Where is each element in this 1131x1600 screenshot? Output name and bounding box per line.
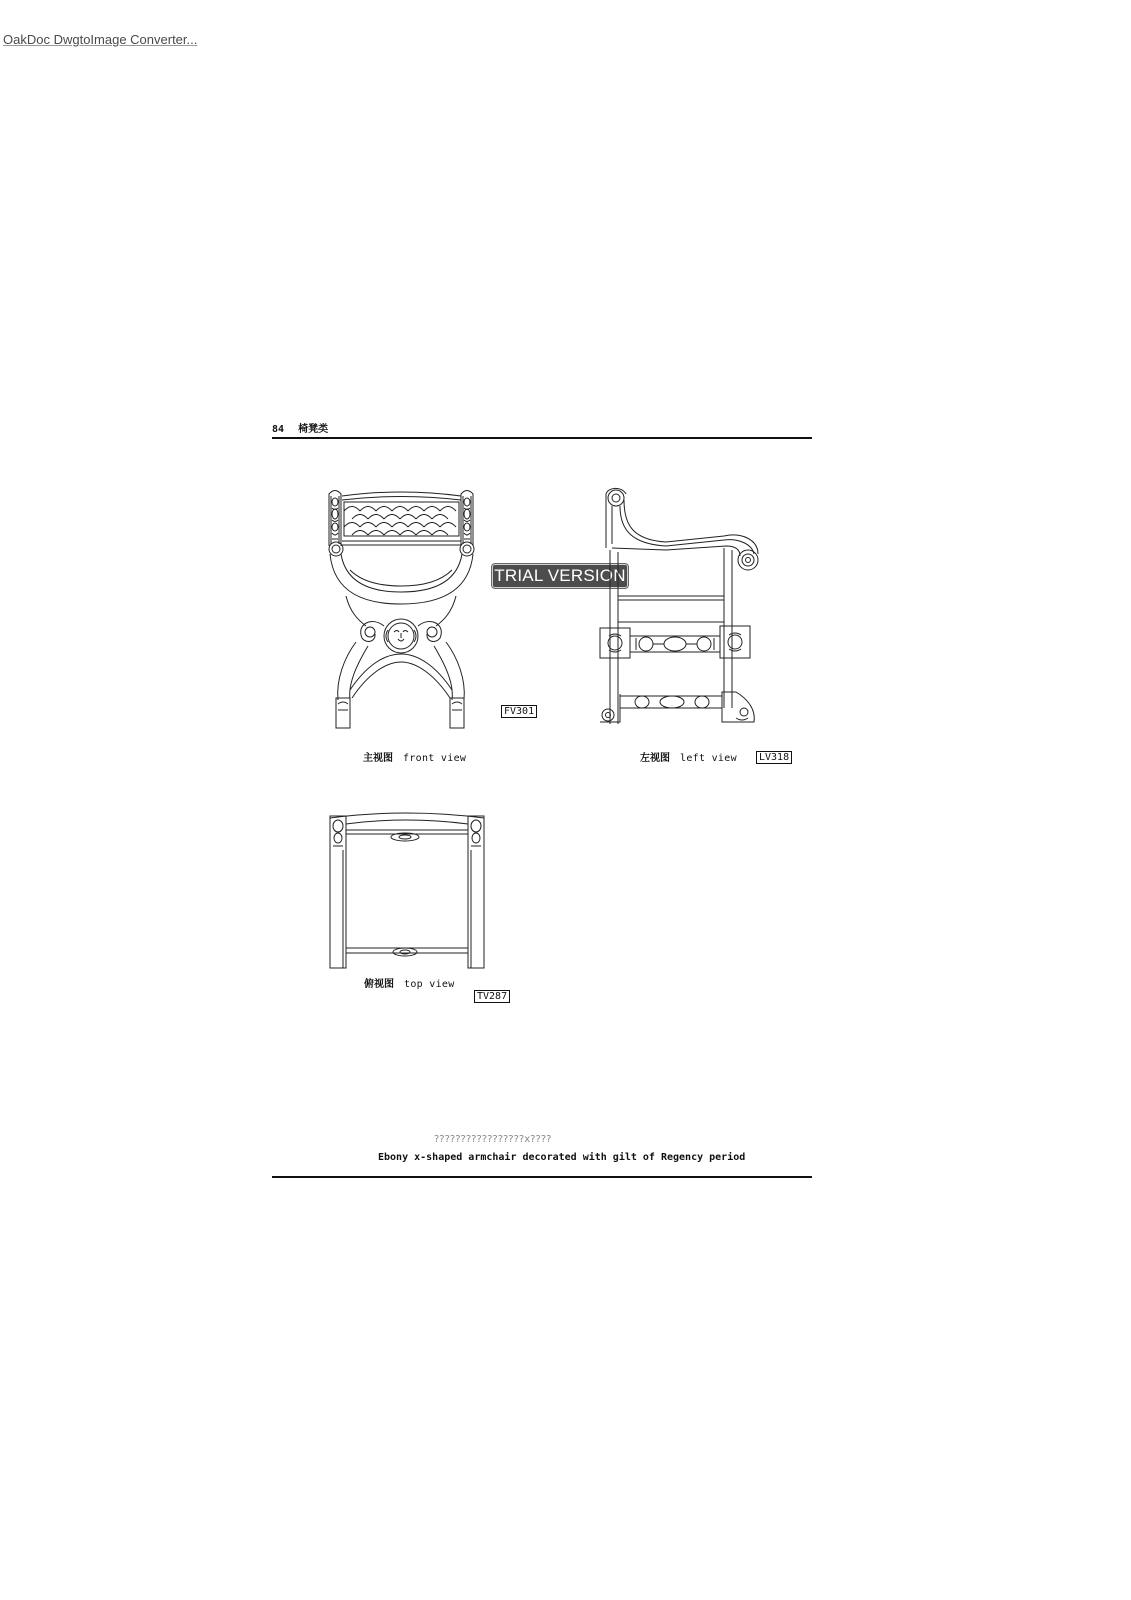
left-view-title-en: left view	[680, 753, 737, 764]
section-title: 椅凳类	[298, 424, 329, 435]
top-view-label	[364, 979, 455, 991]
left-view-code: LV318	[756, 751, 792, 764]
side-seat	[618, 596, 724, 622]
top-left-post	[330, 816, 346, 968]
lion-medallion	[384, 619, 418, 653]
top-view-title-cn: 俯视图	[364, 979, 394, 990]
side-arm	[612, 500, 758, 570]
top-view-drawing	[326, 806, 488, 972]
top-view-title-en: top view	[404, 979, 455, 990]
front-view-code: FV301	[501, 705, 537, 718]
converter-link[interactable]: OakDoc DwgtoImage Converter...	[3, 32, 198, 47]
front-view-title-cn: 主视图	[363, 753, 393, 764]
left-view-title-cn: 左视图	[640, 753, 670, 764]
feet	[336, 698, 464, 728]
upper-stretcher	[600, 626, 750, 658]
top-rail	[330, 813, 484, 834]
page-number: 84	[272, 424, 285, 435]
back-panel	[342, 492, 461, 536]
arm-ends	[329, 542, 474, 556]
header-rule	[272, 437, 812, 439]
caption-line-1: ?????????????????x????	[434, 1134, 552, 1145]
back-scroll	[606, 488, 626, 548]
page-header	[272, 424, 328, 436]
x-frame-legs	[338, 642, 465, 700]
top-right-post	[468, 816, 484, 968]
top-view-code: TV287	[474, 990, 510, 1003]
front-view-label	[363, 753, 466, 765]
seat-rail	[342, 541, 461, 545]
footer-rule	[272, 1176, 812, 1178]
left-view-label	[640, 753, 737, 765]
left-view-drawing	[596, 486, 766, 732]
paw-foot	[722, 692, 754, 722]
bottom-rail	[346, 948, 468, 956]
right-back-post	[461, 491, 473, 547]
back-panel-scale-pattern	[344, 507, 456, 536]
caption-line-2: Ebony x-shaped armchair decorated with gilt of Regency period	[378, 1152, 746, 1163]
lower-stretcher	[620, 696, 722, 708]
left-back-post	[329, 491, 341, 547]
trial-version-watermark: TRIAL VERSION	[492, 564, 628, 588]
front-view-drawing	[326, 486, 480, 732]
seat-sling	[330, 554, 473, 604]
front-view-title-en: front view	[403, 753, 467, 764]
